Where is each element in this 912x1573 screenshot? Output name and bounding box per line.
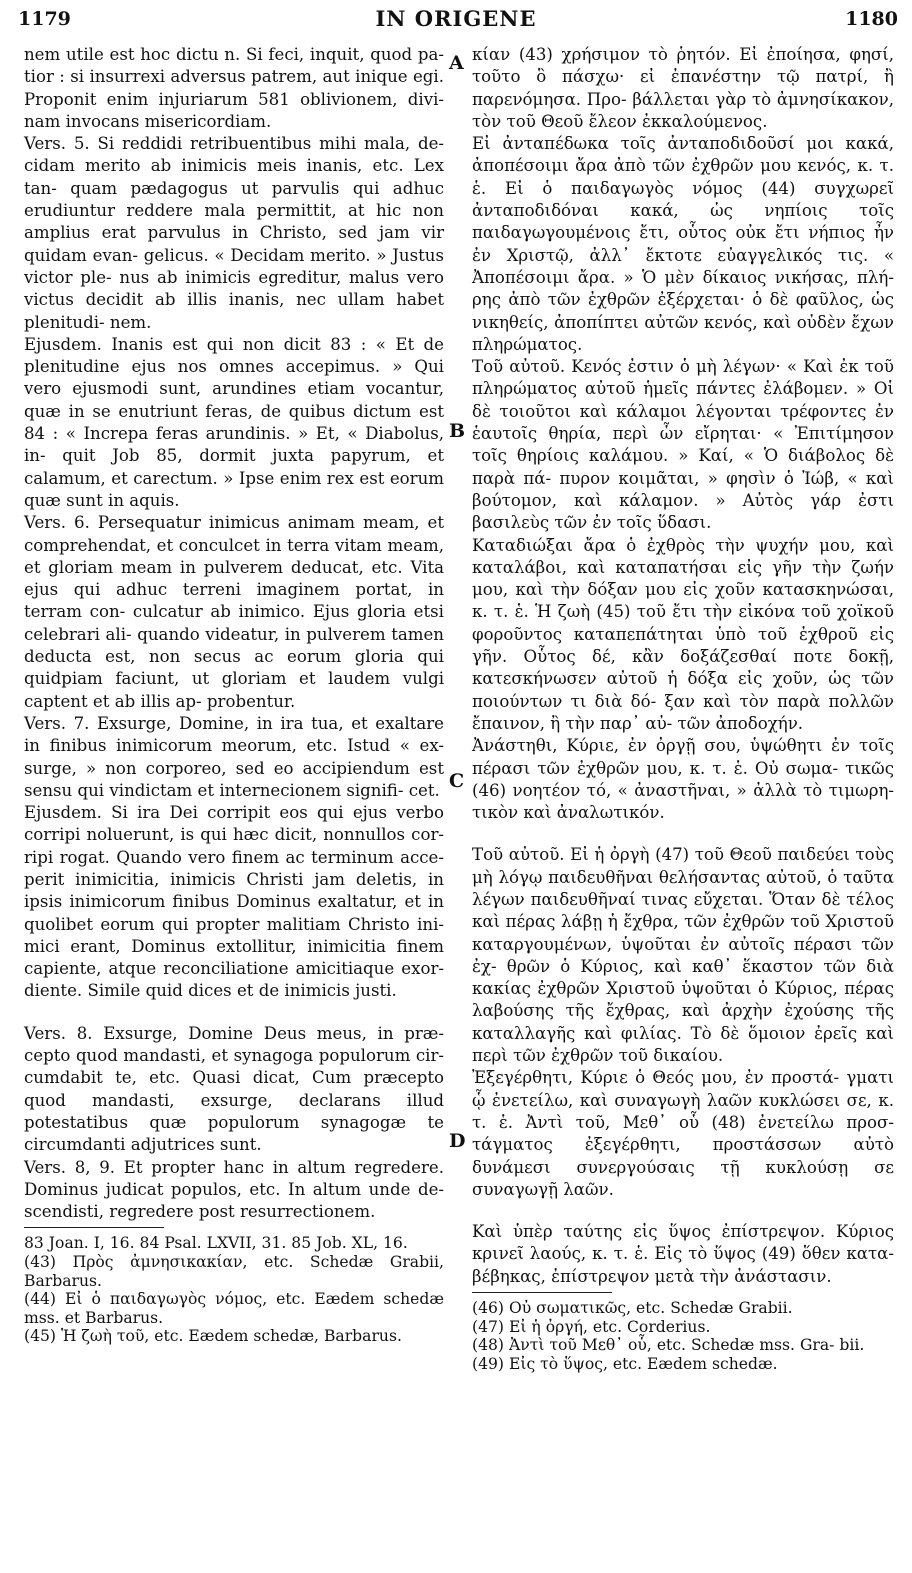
footnote: (46) Οὐ σωματικῶς, etc. Schedæ Grabii. (472, 1299, 793, 1318)
margin-letter-a: A (449, 52, 464, 74)
latin-column (24, 44, 444, 1346)
running-title: IN ORIGENE (375, 6, 537, 31)
greek-paragraph: Τοῦ αὐτοῦ. Κενός ἐστιν ὁ μὴ λέγων· « Καὶ ἐκ τοῦ πληρώματος αὐτοῦ ἡμεῖς πάντες ἐλάβομεν. » Οἱ δὲ τοιοῦτοι καὶ κάλαμοι λέγονται τρέφοντες ἐν ἑαυτοῖς θηρία, περὶ ὧν εἴρηται· « Ἐπιτίμησον τοῖς θηρίοις καλάμου. » Καί, « Ὁ διάβολος δὲ παρὰ πά- πυρον κοιμᾶται, » φησὶν ὁ Ἰώβ, « καὶ βούτομον, καὶ κάλαμον. » Αὐτὸς γάρ ἐστι βασιλεὺς τῶν ἐν τοῖς ὕδασι. (472, 357, 894, 533)
greek-paragraph: Καὶ ὑπὲρ ταύτης εἰς ὕψος ἐπίστρεψον. Κύριος κρινεῖ λαούς, κ. τ. ἑ. Εἰς τὸ ὕψος (49) ὅθεν κατα- βέβηκας, ἐπίστρεψον μετὰ τὴν ἀνάστασιν. (472, 1222, 894, 1286)
footnote-rule (472, 1292, 612, 1293)
footnote: (47) Εἰ ἡ ὀργή, etc. Corderius. (472, 1317, 711, 1336)
latin-paragraph: Vers. 7. Exsurge, Domine, in ira tua, et exaltare in finibus inimicorum meorum, etc. Istud « ex- surge, » non corporeo, sed eo accipiendum est sensu qui vindictam et internecionem signifi- cet. (24, 713, 444, 800)
margin-letter-c: C (449, 770, 465, 792)
footnote: (43) Πρὸς ἀμνησικακίαν, etc. Schedæ Grabii, Barbarus. (24, 1253, 444, 1290)
greek-paragraph: Εἰ ἀνταπέδωκα τοῖς ἀνταποδιδοῦσί μοι κακά, ἀποπέσοιμι ἄρα ἀπὸ τῶν ἐχθρῶν μου κενός, κ. τ. ἑ. Εἰ ὁ παιδαγωγὸς νόμος (44) συγχωρεῖ ἀνταποδιδόναι κακά, ὡς νηπίοις τοῖς παιδαγωγουμένοις ἔτι, οὗτος οὐκ ἔτι νήπιος ἦν ἐν Χριστῷ, ἀλλ᾽ ἔκτοτε εὐαγγελικός τις. « Ἀποπέσοιμι ἄρα. » Ὁ μὲν δίκαιος νικήσας, πλή- ρης ἀπὸ τῶν ἐχθρῶν ἐξέρχεται· ὁ δὲ φαῦλος, ὡς νικηθείς, ἀποπίπτει αὐτῶν κενός, καὶ οὐδὲν ἔχων πληρώματος. (472, 134, 894, 354)
greek-paragraph: Ἀνάστηθι, Κύριε, ἐν ὀργῇ σου, ὑψώθητι ἐν τοῖς πέρασι τῶν ἐχθρῶν μου, κ. τ. ἑ. Οὐ σωμα- τικῶς (46) νοητέον τό, « ἀναστῆναι, » ἀλλὰ τὸ τιμωρη- τικὸν καὶ ἀναλωτικόν. (472, 736, 894, 823)
footnote: (45) Ἡ ζωὴ τοῦ, etc. Eædem schedæ, Barbarus. (24, 1327, 402, 1346)
running-header (0, 2, 912, 36)
latin-paragraph: Vers. 6. Persequatur inimicus animam meam, et comprehendat, et conculcet in terra vitam meam, et gloriam meam in pulverem deducat, etc. Vita ejus qui adhuc terreni imaginem portat, in terram con- culcatur ab inimico. Ejus gloria etsi celebrari ali- quando videatur, in pulverem tamen deducta est, non secus ac eorum gloria qui quidpiam faciunt, ut gloriam et laudem vulgi captent et ab illis ap- probentur. (24, 513, 444, 711)
greek-paragraph: Ἐξεγέρθητι, Κύριε ὁ Θεός μου, ἐν προστά- γματι ᾧ ἐνετείλω, καὶ συναγωγὴ λαῶν κυκλώσει σε, κ. τ. ἑ. Ἀντὶ τοῦ, Μεθ᾽ οὗ (48) ἐνετείλω προσ- τάγματος ἐξεγέρθητι, προστάσσων αὐτὸ δυνάμεσι συνεργούσαις τῇ κυκλούσῃ σε συναγωγῇ λαῶν. (472, 1068, 894, 1199)
margin-letter-b: B (449, 420, 466, 442)
latin-paragraph: nem utile est hoc dictu n. Si feci, inquit, quod pa- tior : si insurrexi adversus patrem, aut inique egi. Proponit enim injuriarum 581 oblivionem, divi- nam invocans misericordiam. (24, 45, 444, 131)
page-number-left: 1179 (18, 8, 71, 30)
greek-paragraph: Καταδιώξαι ἄρα ὁ ἐχθρὸς τὴν ψυχήν μου, καὶ καταλάβοι, καὶ καταπατήσαι εἰς γῆν τὴν ζωήν μου, καὶ τὴν δόξαν μου εἰς χοῦν κατασκηνώσαι, κ. τ. ἑ. Ἡ ζωὴ (45) τοῦ ἔτι τὴν εἰκόνα τοῦ χοϊκοῦ φοροῦντος καταπεπάτηται ὑπὸ τοῦ ἐχθροῦ εἰς γῆν. Οὗτος δέ, κἂν δοξάζεσθαί ποτε δοκῇ, κατεσκήνωσεν αὐτοῦ ἡ δόξα εἰς χοῦν, ὡς τῶν ποιούντων τι διὰ δό- ξαν καὶ τὸν παρὰ πολλῶν ἔπαινον, ἢ τὴν παρ᾽ αὐ- τῶν ἀποδοχήν. (472, 535, 894, 733)
latin-paragraph: Vers. 8, 9. Et propter hanc in altum regredere. Dominus judicat populos, etc. In altum unde de- scendisti, regredere post resurrectionem. (24, 1157, 444, 1222)
greek-paragraph: κίαν (43) χρήσιμον τὸ ῥητόν. Εἰ ἐποίησα, φησί, τοῦτο ὃ πάσχω· εἰ ἐπανέστην τῷ πατρί, ἢ παρενόμησα. Προ- βάλλεται γὰρ τὸ ἀμνησίκακον, τὸν τοῦ Θεοῦ ἔλεον ἐκκαλούμενος. (472, 45, 894, 131)
footnote: (44) Εἰ ὁ παιδαγωγὸς νόμος, etc. Eædem schedæ mss. et Barbarus. (24, 1290, 444, 1327)
latin-paragraph: Ejusdem. Inanis est qui non dicit 83 : « Et de plenitudine ejus nos omnes accepimus. » Qui vero ejusmodi sunt, arundines etiam vocantur, quæ in se enutriunt feras, de quibus dictum est 84 : « Increpa feras arundinis. » Et, « Diabolus, in- quit Job 85, dormit juxta papyrum, et calamum, et carectum. » Ipse enim rex est eorum quæ sunt in aquis. (24, 334, 444, 510)
latin-paragraph: Vers. 8. Exsurge, Domine Deus meus, in præ- cepto quod mandasti, et synagoga populorum cir- cumdabit te, etc. Quasi dicat, Cum præcepto quod mandasti, exsurge, declarans illud potestatibus quæ populorum synagogæ te circumdanti adjutrices sunt. (24, 1023, 444, 1155)
footnote-rule (24, 1227, 164, 1228)
scripture-footnotes: 83 Joan. I, 16. 84 Psal. LXVII, 31. 85 Job. XL, 16. (24, 1234, 408, 1253)
greek-paragraph: Τοῦ αὐτοῦ. Εἰ ἡ ὀργὴ (47) τοῦ Θεοῦ παιδεύει τοὺς μὴ λόγῳ παιδευθῆναι θελήσαντας αὐτοῦ, ὁ ταῦτα λέγων παιδευθῆναί τινας εὔχεται. Ὅταν δὲ τέλος καὶ πέρας λάβῃ ἡ ἔχθρα, τῶν ἐχθρῶν τοῦ Χριστοῦ καταργουμένων, ὑψοῦται ἐν αὐτοῖς πέρασι τῶν ἐχ- θρῶν ὁ Κύριος, καὶ καθ᾽ ἕκαστον τῶν διὰ κακίας ἐχθρῶν Χριστοῦ ὑψοῦται ὁ Κύριος, πέρας λαβούσης τῆς ἔχθρας, καὶ ἀρχὴν ἐχούσης τῆς καταλλαγῆς καὶ φιλίας. Τὸ δὲ ὅμοιον ἐρεῖς καὶ περὶ τῶν ἐχθρῶν τοῦ δικαίου. (472, 845, 894, 1066)
latin-paragraph: Vers. 5. Si reddidi retribuentibus mihi mala, de- cidam merito ab inimicis meis inanis, etc. Lex tan- quam pædagogus ut parvulis qui adhuc erudiuntur reddere mala permittit, at hic non amplius erat parvulus in Christo, sed jam vir quidam evan- gelicus. « Decidam merito. » Justus victor ple- nus ab inimicis egreditur, malus vero victus decidit ab illis inanis, nec ullam habet plenitudi- nem. (24, 134, 444, 332)
page-number-right: 1180 (845, 8, 898, 30)
latin-paragraph: Ejusdem. Si ira Dei corripit eos qui ejus verbo corripi noluerunt, is qui hæc dicit, nonnullos cor- ripi rogat. Quando vero finem ac terminum acce- perit inimicitia, inimicis Christi jam deletis, in ipsis inimicorum finibus Dominus exaltatur, et in quolibet eorum qui propter malitiam Christo ini- mici erant, Dominus extollitur, inimicitia finem capiente, atque reconciliatione amicitiaque exor- diente. Simile quid dices et de inimicis justi. (24, 803, 444, 1001)
margin-letter-d: D (449, 1130, 466, 1152)
footnote: (48) Ἀντὶ τοῦ Μεθ᾽ οὗ, etc. Schedæ mss. Gra- bii. (472, 1336, 865, 1355)
greek-column (472, 44, 894, 1373)
footnote: (49) Εἰς τὸ ὕψος, etc. Eædem schedæ. (472, 1354, 778, 1373)
